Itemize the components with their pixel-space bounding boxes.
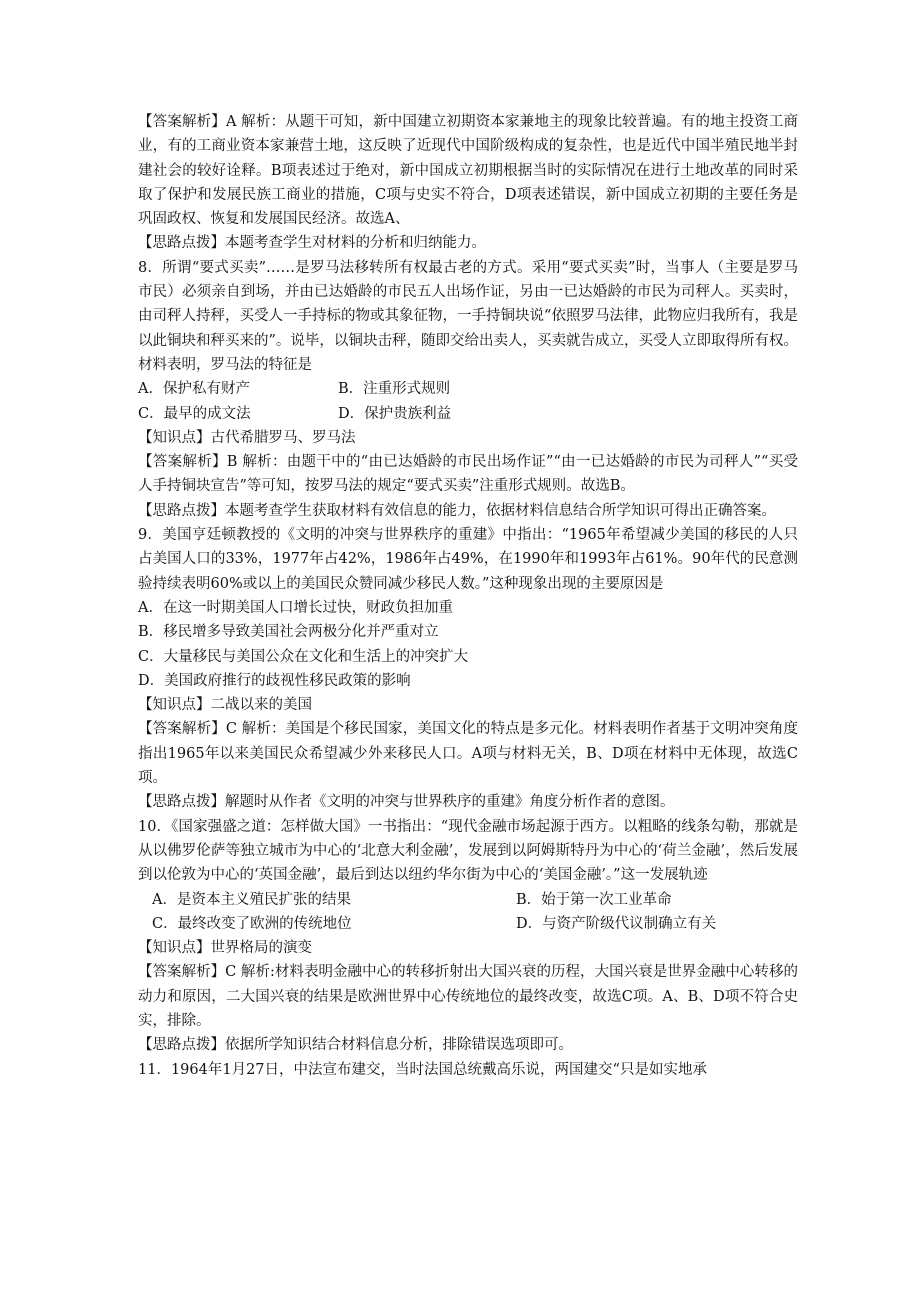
option-item: A．保护私有财产 bbox=[138, 381, 250, 398]
option-item: A．是资本主义殖民扩张的结果 bbox=[152, 891, 351, 908]
paragraph: 8．所谓“要式买卖”……是罗马法移转所有权最古老的方式。采用“要式买卖”时，当事人（主要是罗马市民）必须亲自到场，并由已达婚龄的市民五人出场作证，另由一已达婚龄的市民为司秤人。买卖时，由司秤人持秤，买受人一手持标的物或其象征物，一手持铜块说“依照罗马法律，此物应归我所有，我是以此铜块和秤买来的”。说毕，以铜块击秤，随即交给出卖人，买卖就告成立，买受人立即取得所有权。材料表明，罗马法的特征是 bbox=[138, 259, 798, 373]
option-row bbox=[138, 888, 798, 912]
option-item: D．与资产阶级代议制确立有关 bbox=[516, 915, 717, 932]
document-page bbox=[138, 110, 798, 1082]
paragraph: 【思路点拨】本题考查学生对材料的分析和归纳能力。 bbox=[138, 235, 486, 252]
paragraph: 11．1964年1月27日，中法宣布建交，当时法国总统戴高乐说，两国建交“只是如实地承 bbox=[138, 1061, 707, 1078]
option-row bbox=[138, 377, 798, 401]
paragraph: 9．美国亨廷顿教授的《文明的冲突与世界秩序的重建》中指出：“1965年希望减少美国的移民的人只占美国人口的33%，1977年占42%，1986年占49%，在1990年和1993年占61%。90年代的民意测验持续表明60%或以上的美国民众赞同减少移民人数。”这种现象出现的主要原因是 bbox=[138, 527, 798, 592]
paragraph: 【答案解析】B 解析：由题干中的“由已达婚龄的市民出场作证”“由一已达婚龄的市民为司秤人”“买受人手持铜块宣告”等可知，按罗马法的规定“要式买卖”注重形式规则。故选B。 bbox=[138, 454, 798, 495]
option-row bbox=[138, 402, 798, 426]
option-item: C．最早的成文法 bbox=[138, 405, 251, 422]
paragraph: 10．《国家强盛之道：怎样做大国》一书指出：“现代金融市场起源于西方。以粗略的线条勾勒，那就是从以佛罗伦萨等独立城市为中心的‘北意大利金融’，发展到以阿姆斯特丹为中心的‘荷兰金融’，然后发展到以伦敦为中心的‘英国金融’，最后到达以纽约华尔街为中心的‘美国金融’。”这一发展轨迹 bbox=[138, 818, 798, 884]
paragraph: 【思路点拨】解题时从作者《文明的冲突与世界秩序的重建》角度分析作者的意图。 bbox=[138, 794, 675, 811]
option-item: D．保护贵族利益 bbox=[338, 405, 452, 422]
paragraph: 【知识点】世界格局的演变 bbox=[138, 940, 312, 957]
paragraph: 【答案解析】C 解析:材料表明金融中心的转移折射出大国兴衰的历程，大国兴衰是世界金融中心转移的动力和原因，二大国兴衰的结果是欧洲世界中心传统地位的最终改变，故选C项。A、B、D项不符合史实，排除。 bbox=[138, 964, 798, 1029]
paragraph: 【知识点】二战以来的美国 bbox=[138, 697, 312, 714]
paragraph: 【思路点拨】本题考查学生获取材料有效信息的能力，依据材料信息结合所学知识可得出正确答案。 bbox=[138, 502, 776, 519]
paragraph: B．移民增多导致美国社会两极分化并严重对立 bbox=[138, 624, 439, 641]
paragraph: C．大量移民与美国公众在文化和生活上的冲突扩大 bbox=[138, 648, 469, 665]
option-row bbox=[138, 912, 798, 936]
paragraph: 【思路点拨】依据所学知识结合材料信息分析，排除错误选项即可。 bbox=[138, 1037, 573, 1054]
option-item: C．最终改变了欧洲的传统地位 bbox=[152, 915, 352, 932]
paragraph: 【答案解析】A 解析：从题干可知，新中国建立初期资本家兼地主的现象比较普遍。有的地主投资工商业，有的工商业资本家兼营土地，这反映了近现代中国阶级构成的复杂性，也是近代中国半殖民地半封建社会的较好诠释。B项表述过于绝对，新中国成立初期根据当时的实际情况在进行土地改革的同时采取了保护和发展民族工商业的措施，C项与史实不符合，D项表述错误，新中国成立初期的主要任务是巩固政权、恢复和发展国民经济。故选A、 bbox=[138, 114, 798, 228]
paragraph: 【知识点】古代希腊罗马、罗马法 bbox=[138, 429, 356, 446]
option-item: B．注重形式规则 bbox=[338, 381, 451, 398]
paragraph: 【答案解析】C 解析：美国是个移民国家，美国文化的特点是多元化。材料表明作者基于文明冲突角度指出1965年以来美国民众希望减少外来移民人口。A项与材料无关，B、D项在材料中无体现，故选C项。 bbox=[138, 721, 798, 787]
paragraph: A．在这一时期美国人口增长过快，财政负担加重 bbox=[138, 599, 453, 616]
paragraph: D．美国政府推行的歧视性移民政策的影响 bbox=[138, 672, 411, 689]
option-item: B．始于第一次工业革命 bbox=[516, 891, 672, 908]
